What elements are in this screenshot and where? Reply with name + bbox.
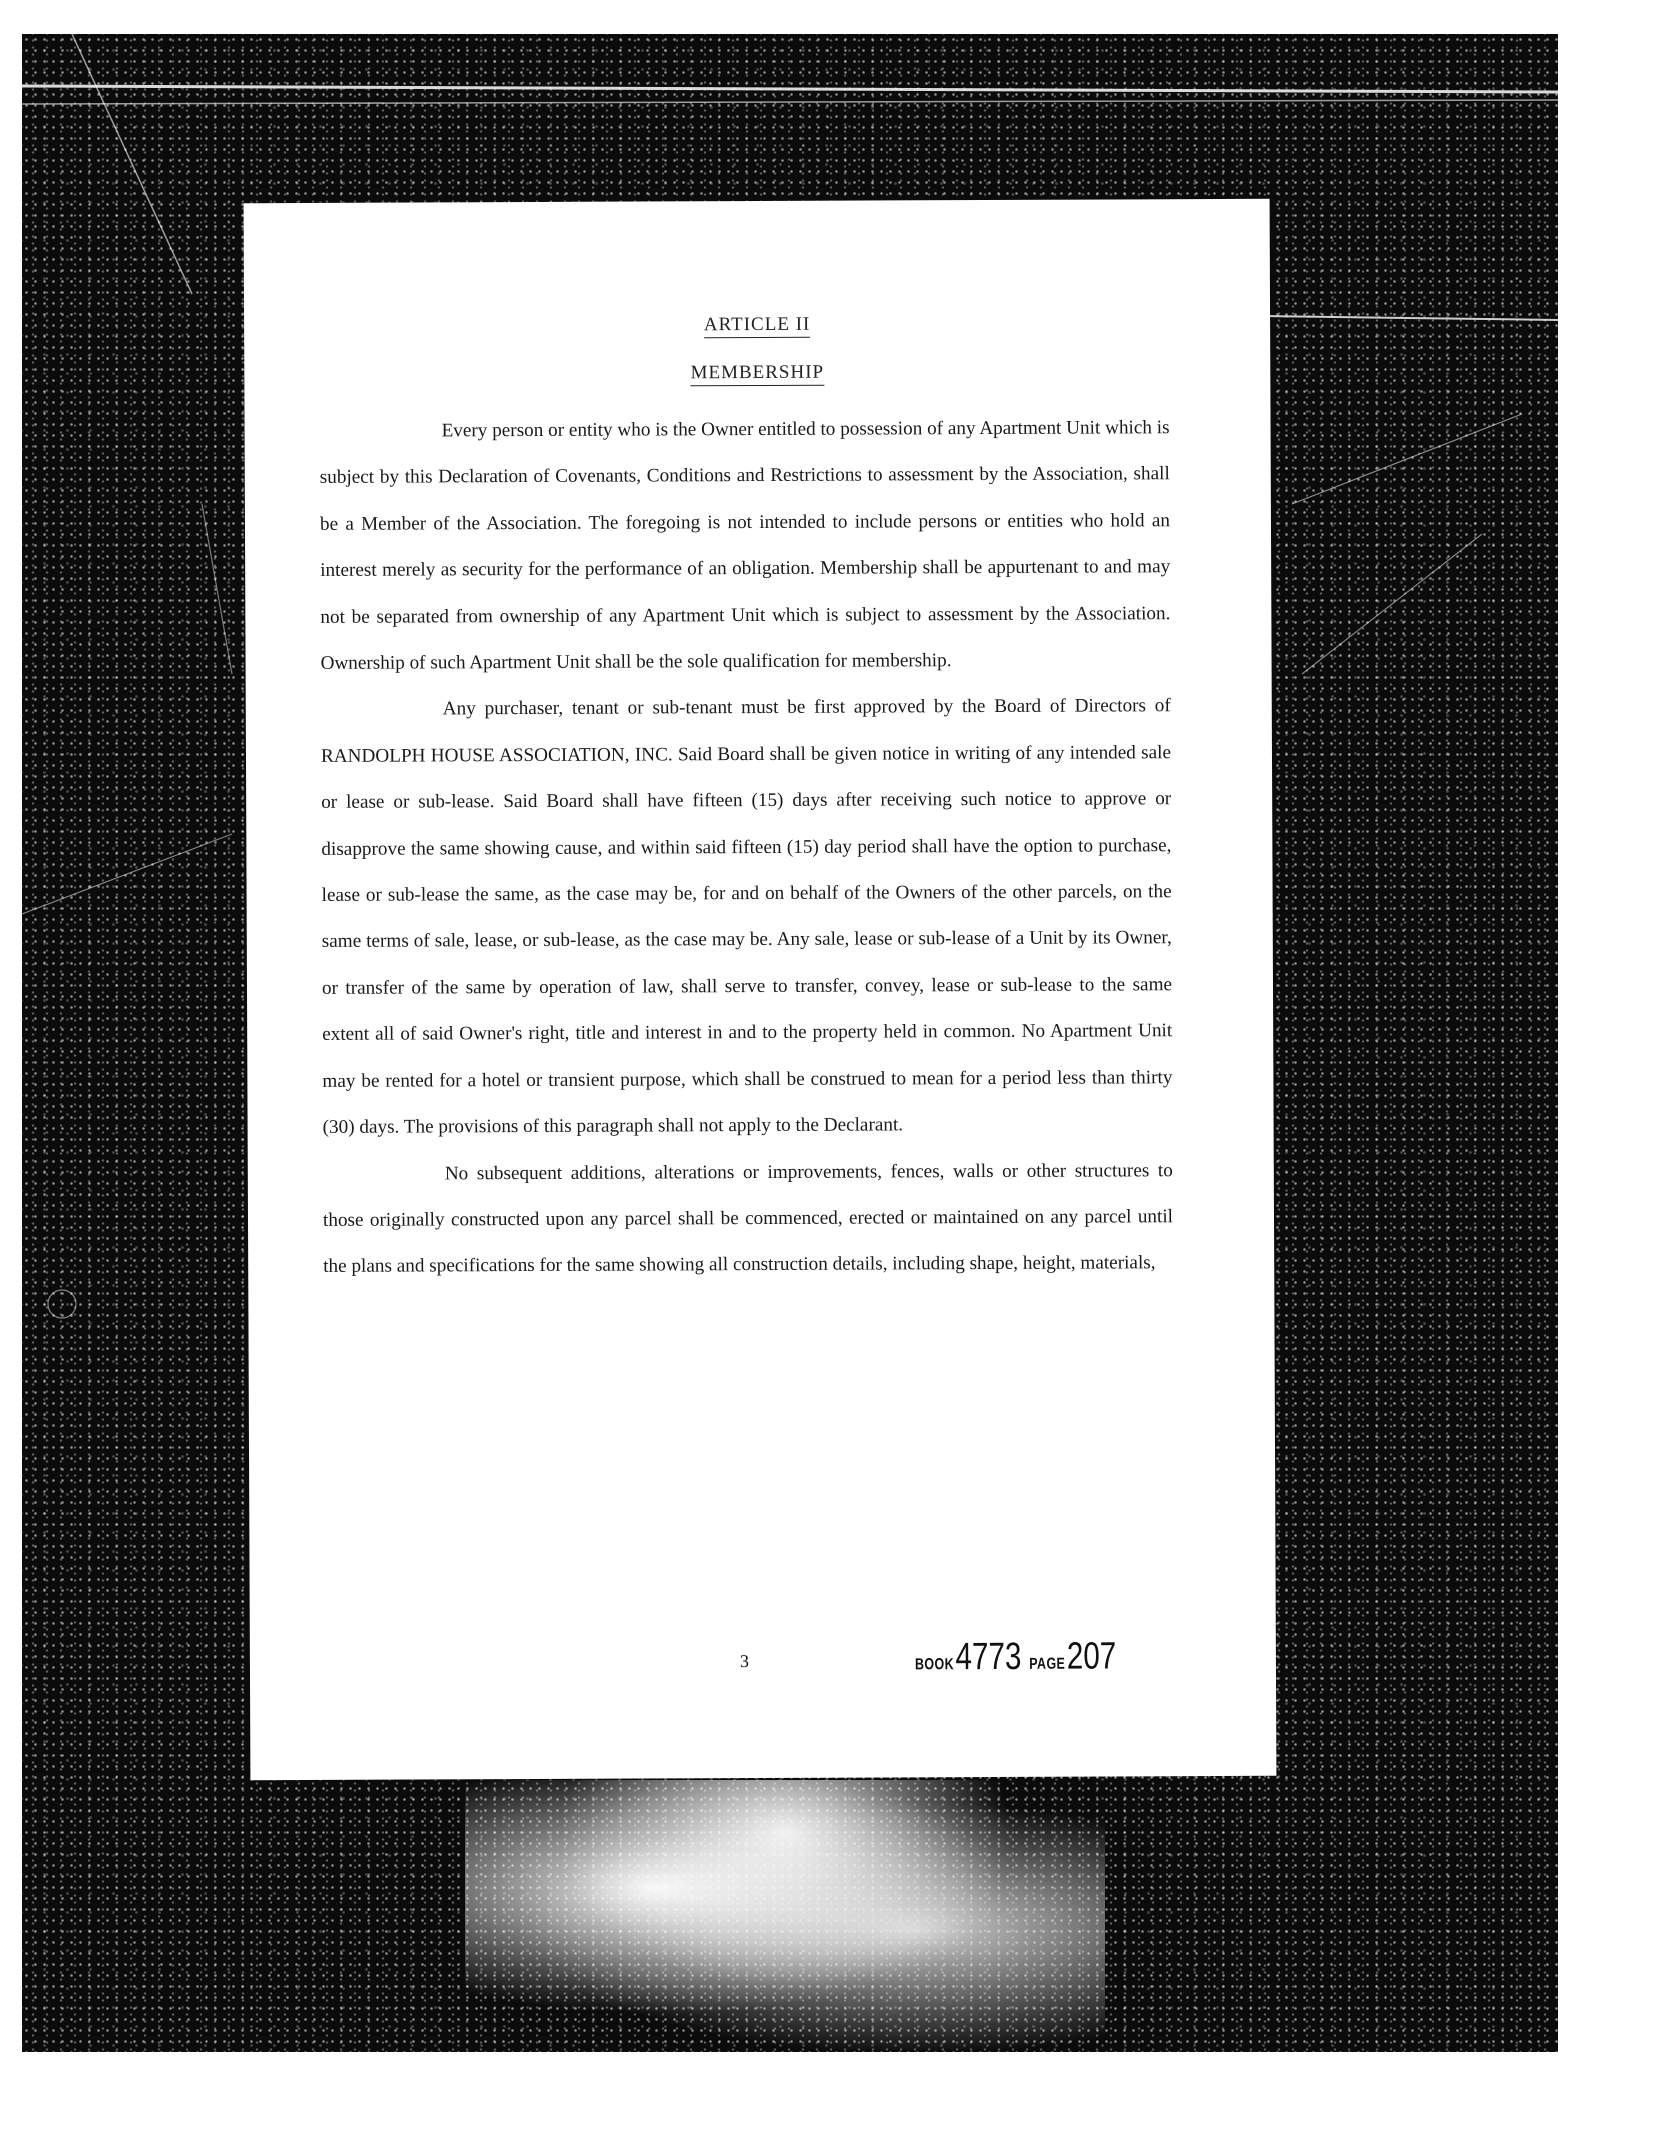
page-label: PAGE	[1029, 1655, 1066, 1673]
lower-smudge	[465, 1780, 1105, 2050]
paragraph: No subsequent additions, alterations or improvements, fences, walls or other structures to those originally constructed upon any parcel shall be commenced, erected or maintained on any parcel until the plans and specifications for the same showing all construction details, including shape, height, materials,	[322, 1159, 1174, 1278]
book-label: BOOK	[914, 1656, 954, 1674]
document-page	[244, 199, 1277, 1780]
paragraph: Every person or entity who is the Owner entitled to possession of any Apartment Unit which is subject by this Declaration of Covenants, Conditions and Restrictions to assessment by the Association, shall be a Member of the Association. The foregoing is not intended to include persons or entities who hold an interest merely as security for the performance of an obligation. Membership shall be appurtenant to and may not be separated from ownership of any Apartment Unit which is subject to assessment by the Association. Ownership of such Apartment Unit shall be the sole qualification for membership.	[319, 417, 1171, 674]
page-ref: 207	[1066, 1635, 1117, 1678]
page-number: 3	[739, 1651, 749, 1672]
body-text	[319, 405, 1173, 1290]
paragraph: Any purchaser, tenant or sub-tenant must be first approved by the Board of Directors of RANDOLPH HOUSE ASSOCIATION, INC. Said Board shall be given notice in writing of any intended sale or lease or sub-lease. Said Board shall have fifteen (15) days after receiving such notice to approve or disapprove the same showing cause, and within said fifteen (15) day period shall have the option to purchase, lease or sub-lease the same, as the case may be, for and on behalf of the Owners of the other parcels, on the same terms of sale, lease, or sub-lease, as the case may be. Any sale, lease or sub-lease of a Unit by its Owner, or transfer of the same by operation of law, shall serve to transfer, convey, lease or sub-lease to the same extent all of said Owner's right, title and interest in and to the property held in common. No Apartment Unit may be rented for a hotel or transient purpose, which shall be construed to mean for a period less than thirty (30) days. The provisions of this paragraph shall not apply to the Declarant.	[320, 695, 1173, 1139]
article-heading: ARTICLE II	[244, 312, 1270, 340]
book-page-stamp	[915, 1635, 1124, 1679]
book-number: 4773	[955, 1635, 1022, 1679]
membership-heading: MEMBERSHIP	[244, 360, 1270, 388]
